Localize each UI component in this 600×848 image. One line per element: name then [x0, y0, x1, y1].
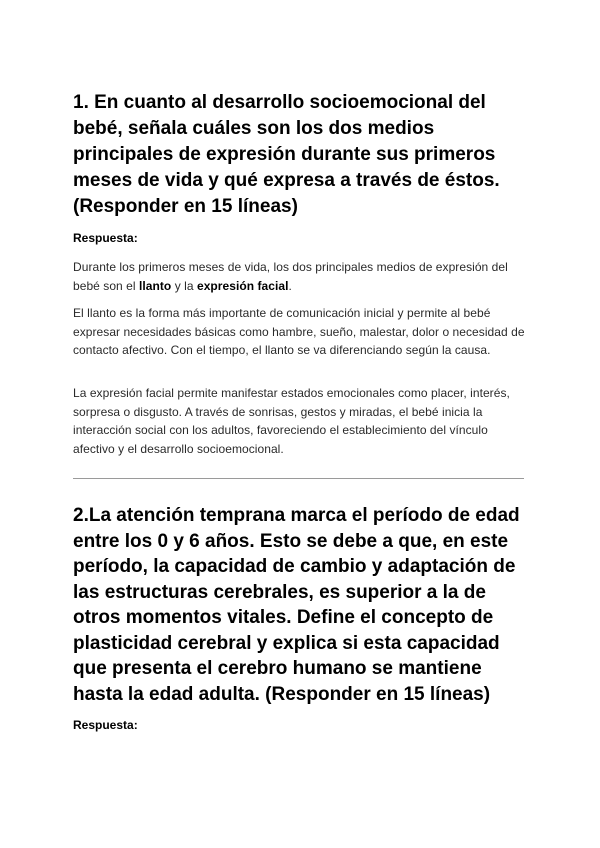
answer-1-paragraph-2: El llanto es la forma más importante de comunicación inicial y permite al bebé expresar necesidades básicas como hambre, sueño, malestar, dolor o necesidad de contacto afectivo. Con el tiempo, el llanto se va diferenciando según la causa.	[73, 306, 525, 357]
question-1-title: 1. En cuanto al desarrollo socioemocional del bebé, señala cuáles son los dos medios principales de expresión durante sus primeros meses de vida y qué expresa a través de éstos. (Responder en 15 líneas)	[73, 92, 500, 217]
question-1-answer-label: Respuesta:	[73, 231, 138, 245]
question-2-answer-label: Respuesta:	[73, 718, 138, 732]
answer-1-keyword-llanto: llanto	[139, 278, 172, 293]
question-2-title: 2.La atención temprana marca el período de edad entre los 0 y 6 años. Esto se debe a que, en este período, la capacidad de cambio y adaptación de las estructuras cerebrales, es superior a la de otros momentos vitales. Define el concepto de plasticidad cerebral y explica si esta capacidad que presenta el cerebro humano se mantiene hasta la edad adulta. (Responder en 15 líneas)	[73, 505, 520, 705]
answer-1-paragraph-1-text-c: .	[288, 278, 292, 293]
answer-1-paragraph-1	[73, 258, 528, 295]
answer-1-keyword-expresion-facial: expresión facial	[196, 278, 289, 293]
answer-1-paragraph-1-text-b: y la	[171, 278, 197, 293]
answer-1-paragraph-3: La expresión facial permite manifestar estados emocionales como placer, interés, sorpresa o disgusto. A través de sonrisas, gestos y miradas, el bebé inicia la interacción social con los adultos, favoreciendo el establecimiento del vínculo afectivo y el desarrollo socioemocional.	[73, 386, 510, 456]
section-divider	[73, 478, 524, 479]
answer-1-paragraph-1-text-a: Durante los primeros meses de vida, los dos principales medios de expresión del bebé son el	[73, 260, 508, 293]
